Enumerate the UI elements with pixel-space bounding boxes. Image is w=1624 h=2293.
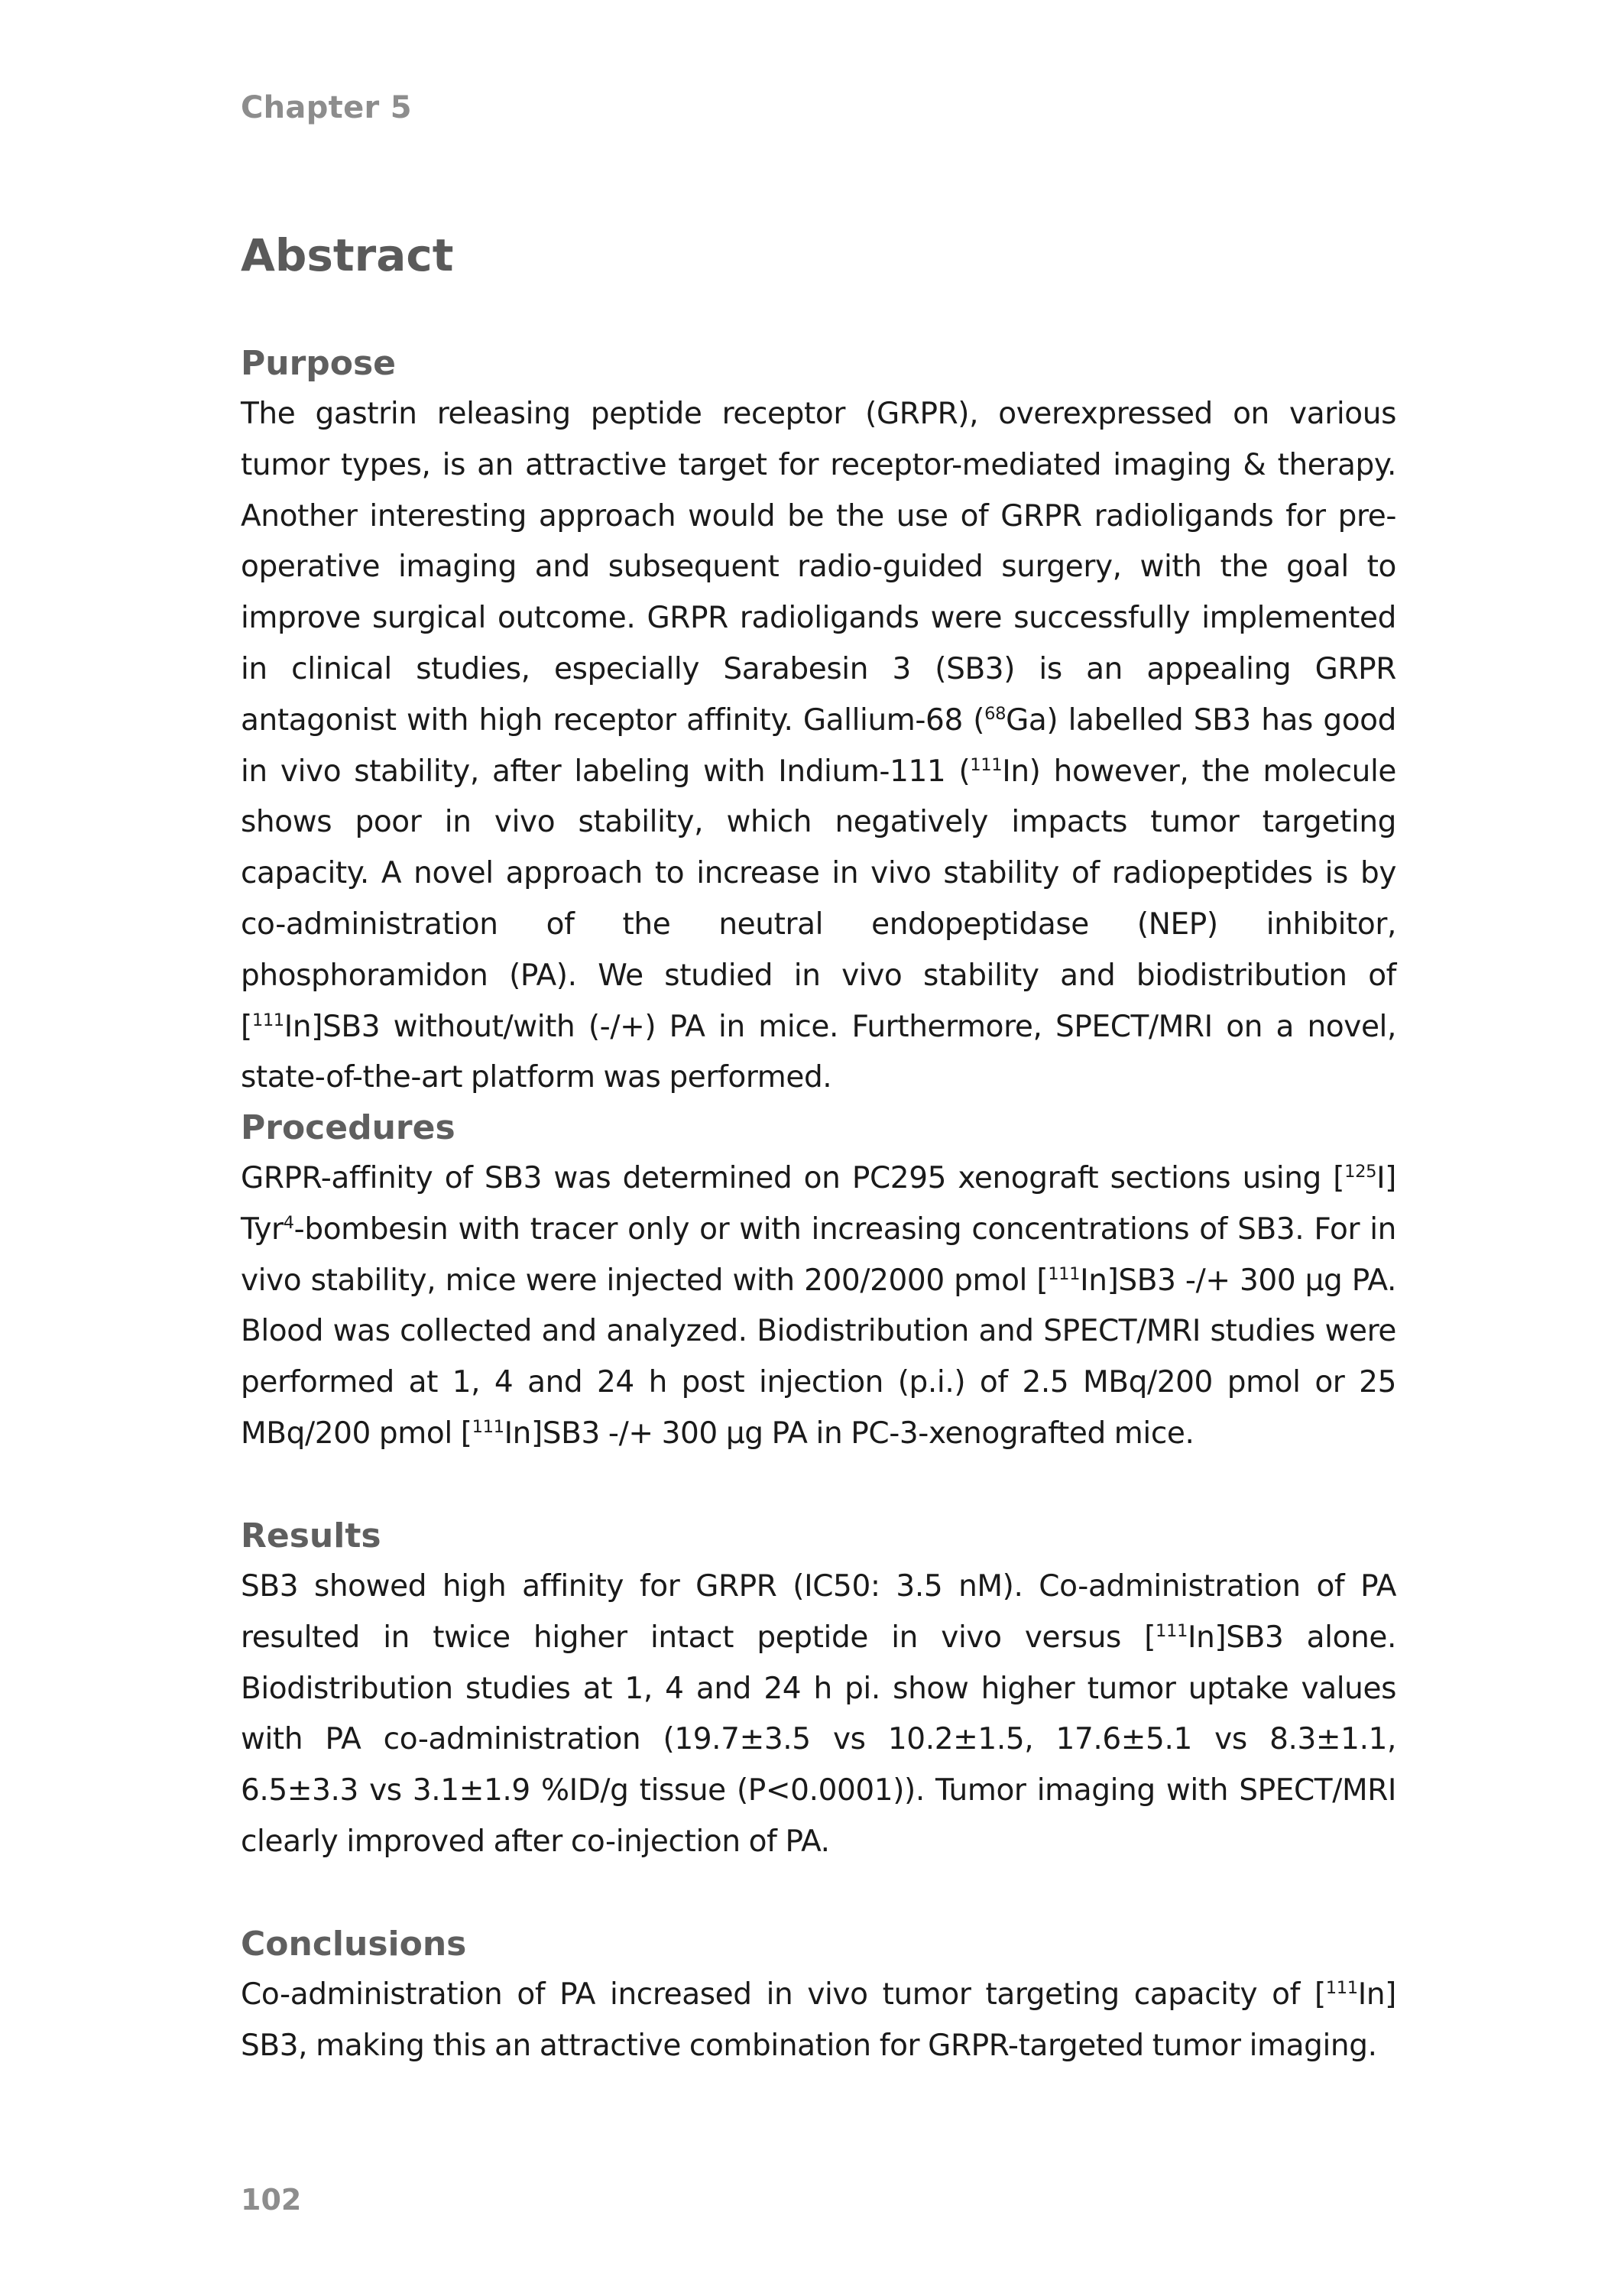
purpose-text: The gastrin releasing peptide receptor (GRPR), overexpressed on various tumor types, is an attractive target for receptor-mediated imaging & therapy. Another interesting approach would be the use of GRPR radioligands for pre-operative imaging and subsequent radio-guided surgery, with the goal to improve surgical outcome. GRPR radioligands were successfully implemented in clinical studies, especially Sarabesin 3 (SB3) is an appealing GRPR antagonist with high receptor affinity. Gallium-68 ($^{68}$Ga) labelled SB3 has good in vivo stability, after labeling with Indium-111 ($^{111}$In) however, the molecule shows poor in vivo stability, which negatively impacts tumor targeting capacity. A novel approach to increase in vivo stability of radiopeptides is by co-administration of the neutral endopeptidase (NEP) inhibitor, phosphoramidon (PA). We studied in vivo stability and biodistribution of [$^{111}$In]SB3 without/with (-/+) PA in mice. Furthermore, SPECT/MRI on a novel, state-of-the-art platform was performed. <box>241 397 1396 1095</box>
results-section <box>241 1511 1396 1868</box>
procedures-section <box>241 1103 1396 1460</box>
superscript: 125 <box>1344 1161 1377 1182</box>
superscript: 68 <box>984 703 1006 724</box>
superscript: 111 <box>1156 1620 1188 1641</box>
purpose-heading: Purpose <box>241 344 397 383</box>
abstract-title: Abstract <box>241 229 454 281</box>
results-text: SB3 showed high affinity for GRPR (IC50: 3.5 nM). Co-administration of PA resulted in twice higher intact peptide in vivo versus [$^{111}$In]SB3 alone. Biodistribution studies at 1, 4 and 24 h pi. show higher tumor uptake values with PA co-administration (19.7±3.5 vs 10.2±1.5, 17.6±5.1 vs 8.3±1.1, 6.5±3.3 vs 3.1±1.9 %ID/g tissue (P<0.0001)). Tumor imaging with SPECT/MRI clearly improved after co-injection of PA. <box>241 1569 1396 1859</box>
procedures-heading: Procedures <box>241 1108 455 1147</box>
superscript: 111 <box>970 754 1003 775</box>
purpose-section <box>241 339 1396 1104</box>
conclusions-text: Co-administration of PA increased in vivo tumor targeting capacity of [$^{111}$In] SB3, making this an attractive combination for GRPR-targeted tumor imaging. <box>241 1977 1396 2063</box>
procedures-text: GRPR-affinity of SB3 was determined on PC295 xenograft sections using [$^{125}$I] Tyr$^4$-bombesin with tracer only or with increasing concentrations of SB3. For in vivo stability, mice were injected with 200/2000 pmol [$^{111}$In]SB3 -/+ 300 µg PA. Blood was collected and analyzed. Biodistribution and SPECT/MRI studies were performed at 1, 4 and 24 h post injection (p.i.) of 2.5 MBq/200 pmol or 25 MBq/200 pmol [$^{111}$In]SB3 -/+ 300 µg PA in PC-3-xenografted mice. <box>241 1161 1397 1451</box>
conclusions-section <box>241 1919 1396 2072</box>
superscript: 4 <box>283 1212 294 1233</box>
page-number: 102 <box>241 2183 302 2217</box>
conclusions-heading: Conclusions <box>241 1925 467 1964</box>
superscript: 111 <box>1325 1977 1358 1998</box>
superscript: 111 <box>472 1416 504 1437</box>
running-head: Chapter 5 <box>241 90 412 125</box>
superscript: 111 <box>1048 1263 1081 1284</box>
superscript: 111 <box>251 1010 284 1030</box>
results-heading: Results <box>241 1516 381 1555</box>
